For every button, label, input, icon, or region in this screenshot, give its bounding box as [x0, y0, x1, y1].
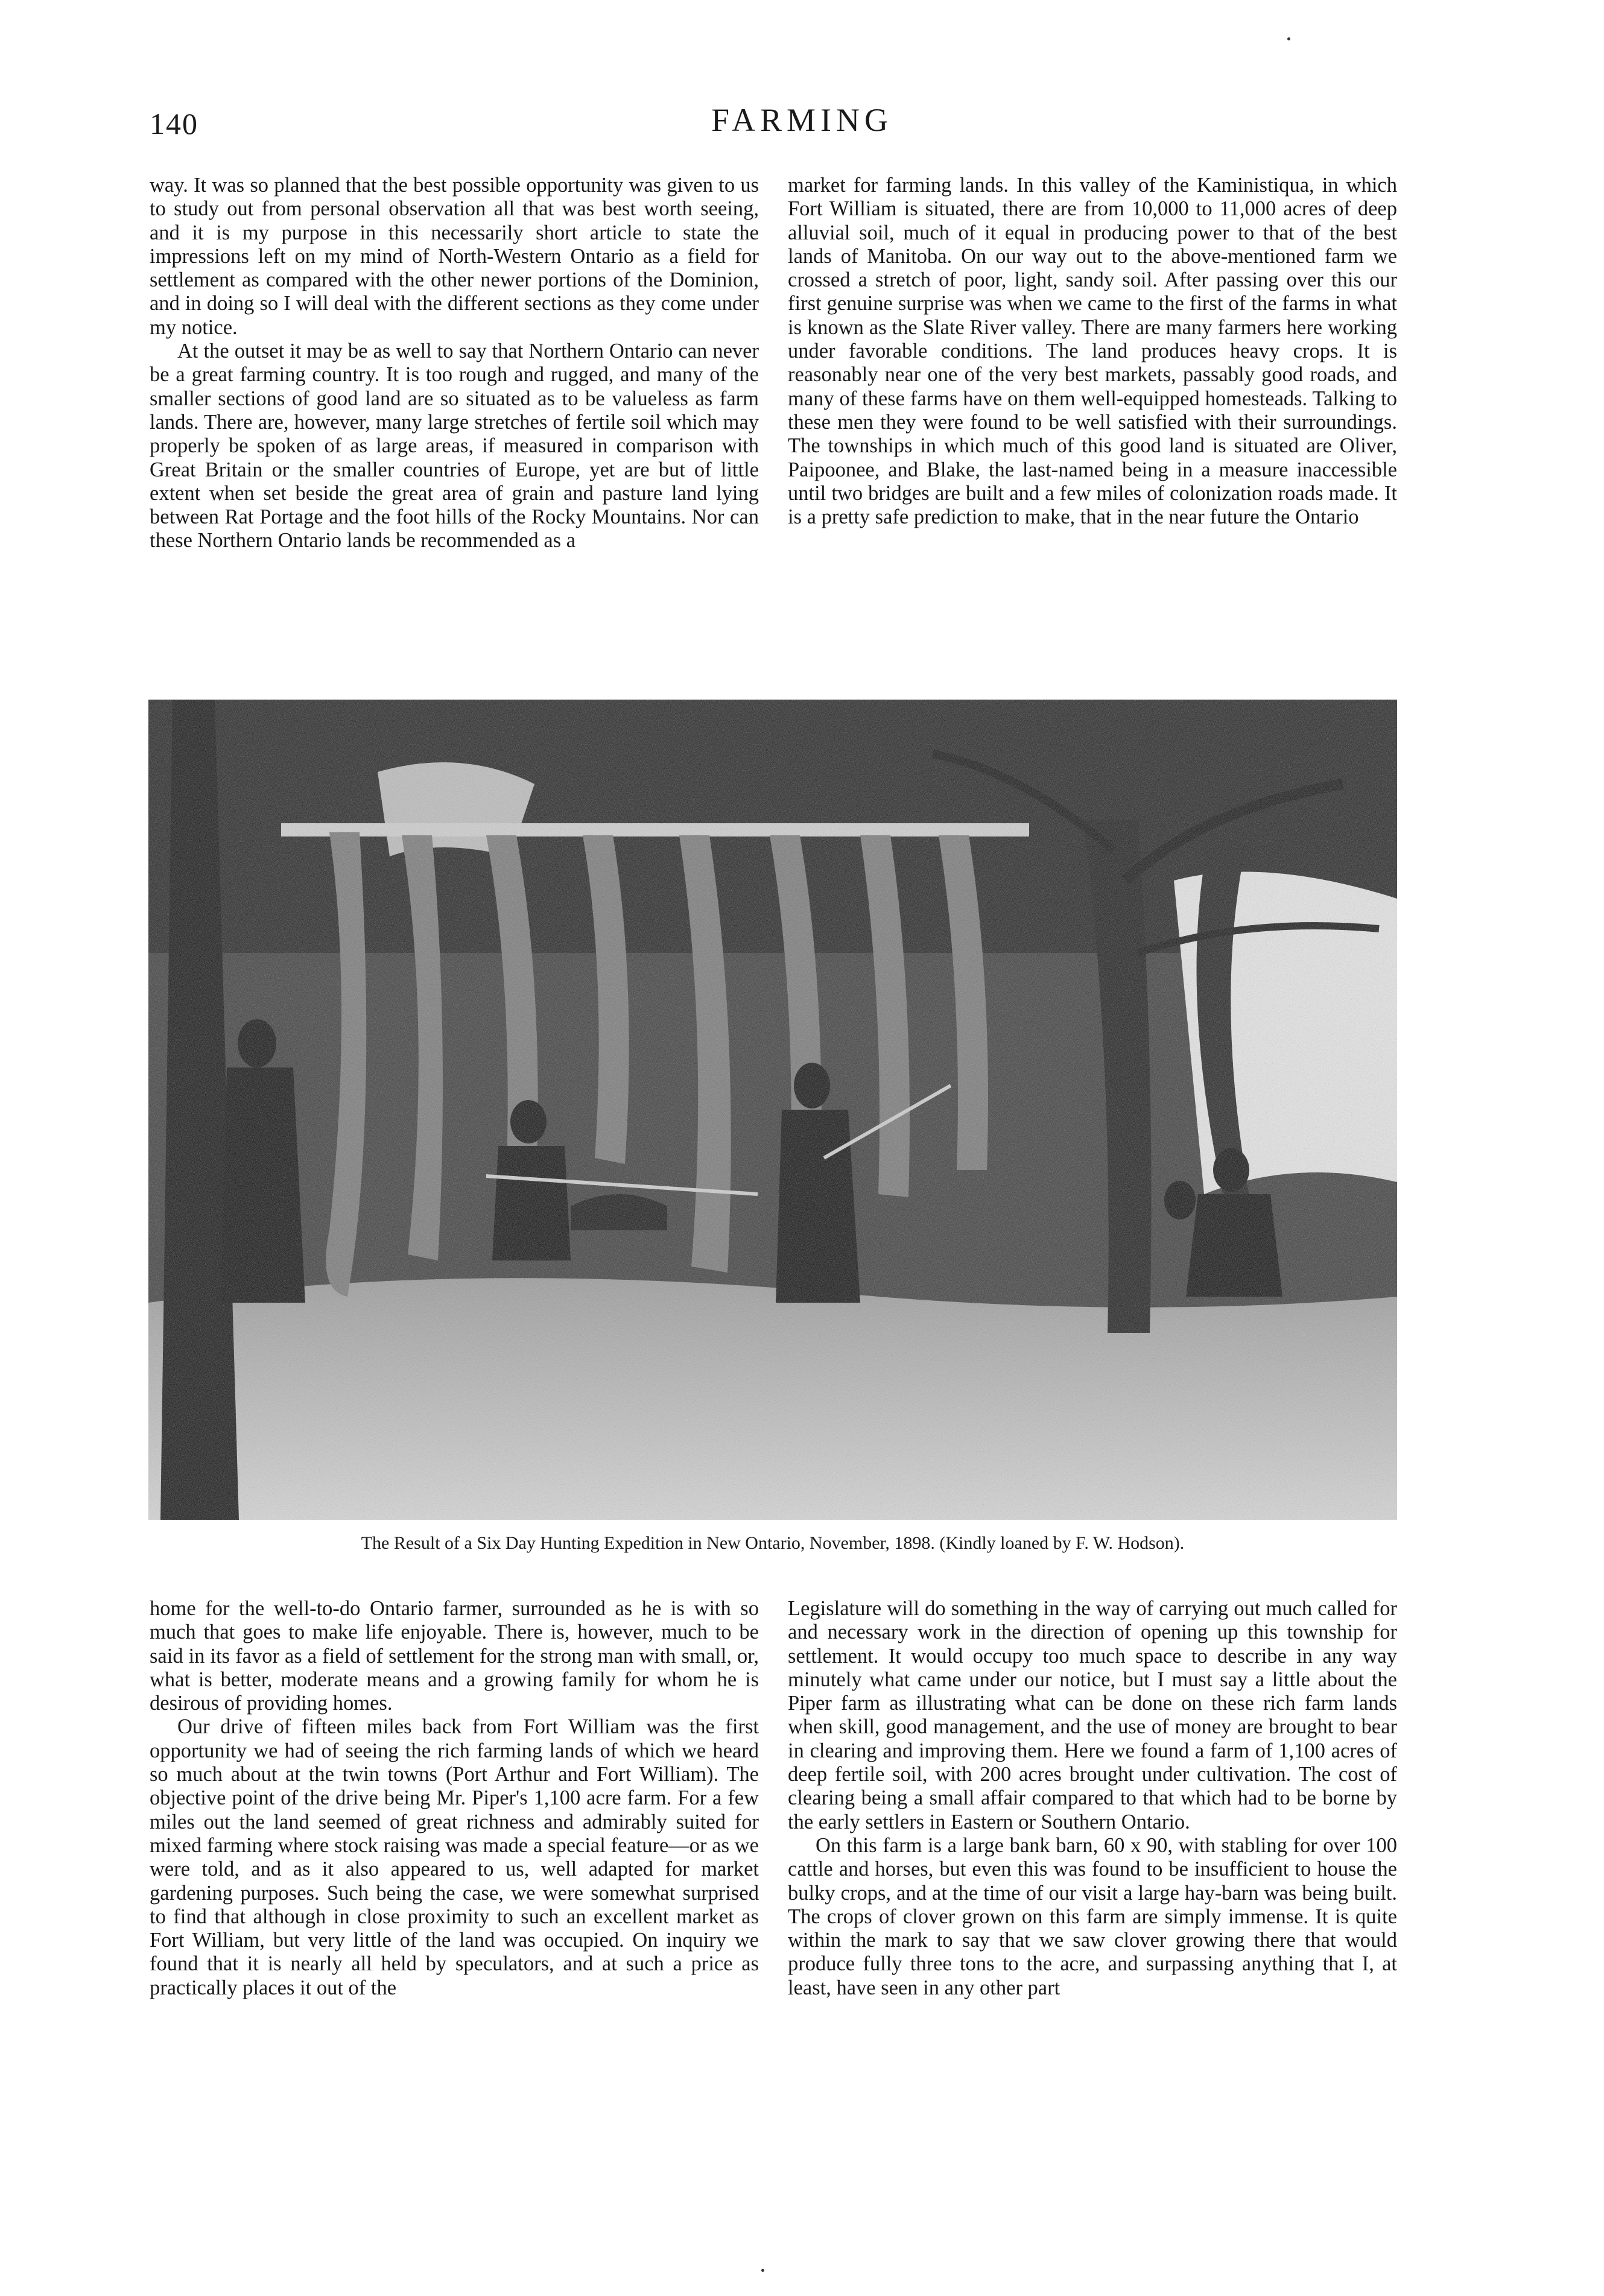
column-bottom-left — [150, 1597, 759, 2000]
paragraph: market for farming lands. In this valley of the Kaministiqua, in which Fort William is situated, there are from 10,000 to 11,000 acres of deep alluvial soil, much of it equal in producing power to that of the best lands of Manitoba. On our way out to the above-mentioned farm we crossed a stretch of poor, light, sandy soil. After passing over this our first genuine surprise was when we came to the first of the farms in what is known as the Slate River valley. There are many farmers here working under favorable conditions. The land produces heavy crops. It is reasonably near one of the very best markets, passably good roads, and many of these farms have on them well-equipped homesteads. Talking to these men they were found to be well satisfied with their surroundings. The townships in which much of this good land is situated are Oliver, Paipoonee, and Blake, the last-named being in a measure inaccessible until two bridges are built and a few miles of colonization roads made. It is a pretty safe prediction to make, that in the near future the Ontario — [788, 174, 1397, 529]
page-number: 140 — [150, 107, 198, 141]
paper-speck — [1287, 37, 1290, 40]
column-top-right — [788, 174, 1397, 529]
hunting-photo — [148, 700, 1397, 1520]
photo-caption: The Result of a Six Day Hunting Expedition in New Ontario, November, 1898. (Kindly loaned by F. W. Hodson). — [361, 1533, 1185, 1553]
paragraph: Our drive of fifteen miles back from Fort William was the first opportunity we had of seeing the rich farming lands of which we heard so much about at the twin towns (Port Arthur and Fort William). The objective point of the drive being Mr. Piper's 1,100 acre farm. For a few miles out the land seemed of great richness and admirably suited for mixed farming where stock raising was made a special feature—or as we were told, and as it also appeared to us, well adapted for market gardening purposes. Such being the case, we were somewhat surprised to find that although in close proximity to such an excellent market as Fort William, but very little of the land was occupied. On inquiry we found that it is nearly all held by speculators, and at such a price as practically places it out of the — [150, 1715, 759, 1999]
paragraph: way. It was so planned that the best possible opportunity was given to us to study out from personal observation all that was best worth seeing, and it is my purpose in this necessarily short article to state the impressions left on my mind of North-Western Ontario as a field for settlement as compared with the other newer portions of the Dominion, and in doing so I will deal with the different sections as they come under my notice. — [150, 174, 759, 339]
column-top-left — [150, 174, 759, 553]
paragraph: On this farm is a large bank barn, 60 x 90, with stabling for over 100 cattle and horses, but even this was found to be insufficient to house the bulky crops, and at the time of our visit a large hay-barn was being built. The crops of clover grown on this farm are simply immense. It is quite within the mark to say that we saw clover growing there that would produce fully three tons to the acre, and surpassing anything that I, at least, have seen in any other part — [788, 1833, 1397, 1999]
running-head: FARMING — [711, 102, 893, 138]
column-bottom-right — [788, 1597, 1397, 2000]
paragraph: Legislature will do something in the way of carrying out much called for and necessary work in the direction of opening up this township for settlement. It would occupy too much space to describe in any way minutely what came under our notice, but I must say a little about the Piper farm as illustrating what can be done on these rich farm lands when skill, good management, and the use of money are brought to bear in clearing and improving them. Here we found a farm of 1,100 acres of deep fertile soil, with 200 acres brought under cultivation. The cost of clearing being a small affair compared to that which had to be borne by the early settlers in Eastern or Southern Ontario. — [788, 1597, 1397, 1833]
paper-speck — [761, 2269, 764, 2272]
paragraph: home for the well-to-do Ontario farmer, surrounded as he is with so much that goes to make life enjoyable. There is, however, much to be said in its favor as a field of settlement for the strong man with small, or, what is better, moderate means and a growing family for whom he is desirous of providing homes. — [150, 1597, 759, 1715]
paragraph: At the outset it may be as well to say that Northern Ontario can never be a great farming country. It is too rough and rugged, and many of the smaller sections of good land are so situated as to be valueless as farm lands. There are, however, many large stretches of fertile soil which may properly be spoken of as large areas, if measured in comparison with Great Britain or the smaller countries of Europe, yet are but of little extent when set beside the great area of grain and pasture land lying between Rat Portage and the foot hills of the Rocky Mountains. Nor can these Northern Ontario lands be recommended as a — [150, 340, 759, 552]
